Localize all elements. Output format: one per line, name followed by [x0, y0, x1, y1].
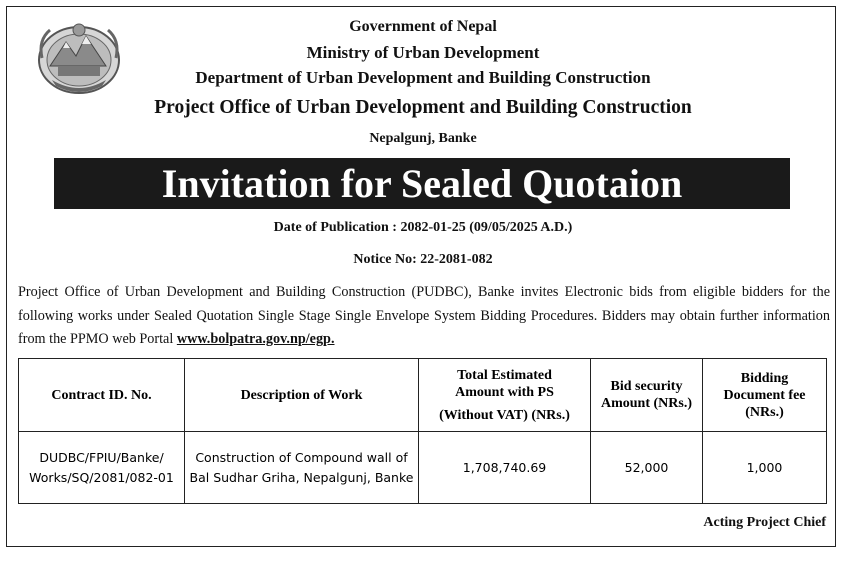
notice-body-text: Project Office of Urban Development and Building Construction (PUDBC), Banke invites Electronic bids from eligible bidders for the following works under Sealed Quotation Single Stage Single Envelope System Bidding Procedures. Bidders may obtain further information from the PPMO web Portal [18, 284, 830, 347]
office-heading: Project Office of Urban Development and Building Construction [154, 97, 692, 118]
column-header-amount: Total Estimated Amount with PS (Without VAT) (NRs.) [419, 359, 591, 432]
amount-cell: 1,708,740.69 [419, 432, 591, 504]
works-table [18, 358, 827, 504]
ministry-heading: Ministry of Urban Development [306, 43, 540, 62]
description-cell: Construction of Compound wall of Bal Sudhar Griha, Nepalgunj, Banke [185, 432, 419, 504]
column-header-fee: Bidding Document fee (NRs.) [703, 359, 827, 432]
notice-title-banner: Invitation for Sealed Quotaion [54, 158, 790, 209]
office-location: Nepalgunj, Banke [369, 131, 477, 146]
notice-body [18, 281, 830, 352]
signature-title: Acting Project Chief [703, 515, 826, 530]
table-row [19, 432, 827, 504]
table-header-row [19, 359, 827, 432]
government-heading: Government of Nepal [349, 18, 497, 35]
notice-number: Notice No: 22-2081-082 [353, 252, 493, 267]
ppmo-portal-link[interactable]: www.bolpatra.gov.np/egp. [176, 331, 335, 347]
column-header-description: Description of Work [185, 359, 419, 432]
fee-cell: 1,000 [703, 432, 827, 504]
contract-id-cell: DUDBC/FPIU/Banke/ Works/SQ/2081/082-01 [19, 432, 185, 504]
publication-date: Date of Publication : 2082-01-25 (09/05/2025 A.D.) [273, 220, 573, 235]
column-header-contract: Contract ID. No. [19, 359, 185, 432]
security-cell: 52,000 [591, 432, 703, 504]
column-header-security: Bid security Amount (NRs.) [591, 359, 703, 432]
department-heading: Department of Urban Development and Building Construction [195, 68, 651, 87]
